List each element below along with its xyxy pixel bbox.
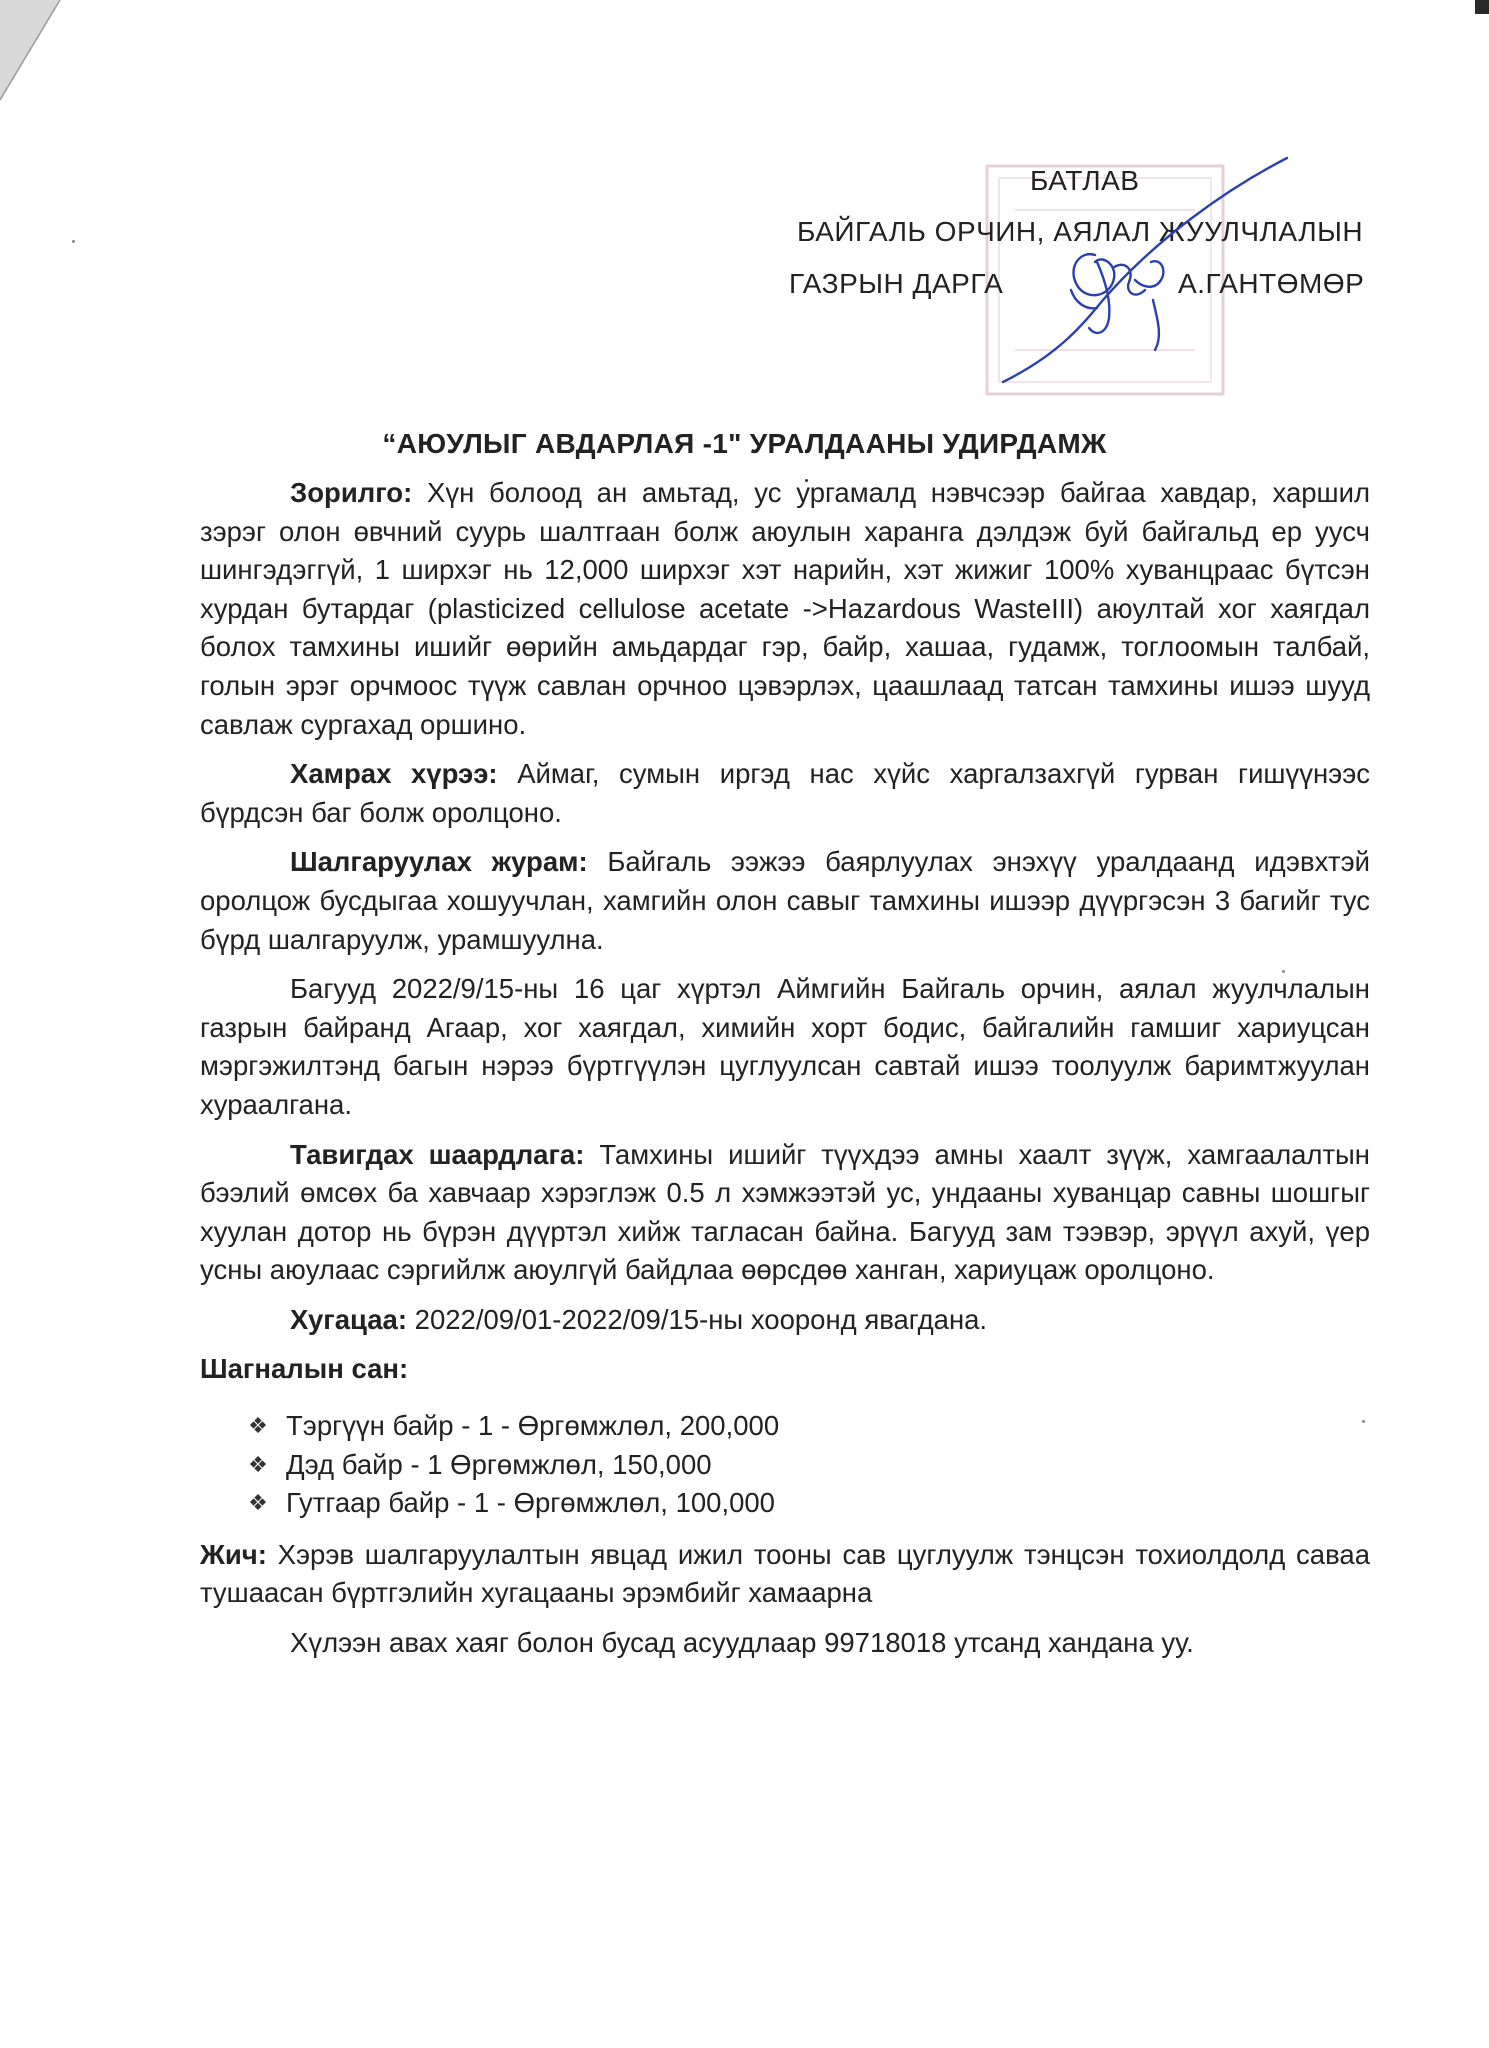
goal-text: Хүн болоод ан амьтад, ус ургамалд нэвчсээр байгаа хавдар, харшил зэрэг олон өвчний суурь шалтгаан болж аюулын харанга дэлдэж буй байгальд ер уусч шингэдэггүй, 1 ширхэг нь 12,000 ширхэг хэт нарийн, хэт жижиг 100% хуванцраас бүтсэн хурдан бутардаг (plasticized cellulose acetate ->Hazardous WasteIII) аюултай хог хаягдал болох тамхины ишийг өөрийн амьдардаг гэр, байр, хашаа, гудамж, тоглоомын талбай, голын эрэг орчмоос түүж савлан орчноо цэвэрлэх, цаашлаад татсан тамхины ишээ шууд савлаж сургахад оршино. xyxy=(200,477,1370,740)
signature-icon xyxy=(985,150,1295,390)
teams-text: Багууд 2022/9/15-ны 16 цаг хүртэл Аймгийн Байгаль орчин, аялал жуулчлалын газрын байранд Агаар, хог хаягдал, химийн хорт бодис, байгалийн гамшиг хариуцсан мэргэжилтэнд багын нэрээ бүртгүүлэн цуглуулсан савтай ишээ тоолуулж баримтжуулан хураалгана. xyxy=(200,973,1370,1120)
prize-item xyxy=(246,1446,1370,1485)
page-corner-fold xyxy=(0,0,70,110)
requirements-text: Тамхины ишийг түүхдээ амны хаалт зүүж, хамгаалалтын бээлий өмсөх ба хавчаар хэрэглэж 0.5 л хэмжээтэй ус, ундааны хуванцар савны шошгыг хуулан дотор нь бүрэн дүүртэл хийж тагласан байна. Багууд зам тээвэр, эрүүл ахуй, үер усны аюулаас сэргийлж аюулгүй байдлаа өөрсдөө ханган, хариуцаж оролцоно. xyxy=(200,1138,1370,1286)
prize-item xyxy=(246,1484,1370,1523)
prize-item-text: Дэд байр - 1 Өргөмжлөл, 150,000 xyxy=(286,1448,712,1480)
prize-list xyxy=(200,1407,1370,1523)
prize-fund-heading: Шагналын сан: xyxy=(200,1353,409,1385)
requirements-label: Тавигдах шаардлага: xyxy=(290,1138,585,1170)
selection-text: Байгаль ээжээ баярлуулах энэхүү уралдаанд идэвхтэй оролцож бусдыгаа хошуучлан, хамгийн олон савыг тамхины ишээр дүүргэсэн 3 багийг тус бүрд шалгаруулж, урамшуулна. xyxy=(200,846,1371,955)
scan-speck xyxy=(72,240,75,243)
document-body xyxy=(200,474,1370,1673)
approval-name: А.ГАНТӨМӨР xyxy=(1178,268,1365,299)
note-label: Жич: xyxy=(200,1538,267,1570)
note-paragraph xyxy=(200,1536,1370,1613)
goal-paragraph xyxy=(200,474,1370,744)
diamond-bullet-icon: ❖ xyxy=(248,1413,268,1439)
selection-paragraph xyxy=(200,843,1370,959)
requirements-paragraph xyxy=(200,1136,1370,1290)
approval-organization: БАЙГАЛЬ ОРЧИН, АЯЛАЛ ЖУУЛЧЛАЛЫН xyxy=(797,216,1364,247)
contact-paragraph xyxy=(200,1624,1370,1663)
duration-label: Хугацаа: xyxy=(290,1303,408,1335)
prize-item-text: Тэргүүн байр - 1 - Өргөмжлөл, 200,000 xyxy=(286,1410,780,1442)
contact-text: Хүлээн авах хаяг болон бусад асуудлаар 99718018 утсанд хандана уу. xyxy=(290,1626,1194,1658)
scope-label: Хамрах хүрээ: xyxy=(290,758,498,790)
scan-edge-mark xyxy=(1475,0,1489,14)
note-text: Хэрэв шалгаруулалтын явцад ижил тооны сав цуглуулж тэнцсэн тохиолдолд саваа тушаасан бүртгэлийн хугацааны эрэмбийг хамаарна xyxy=(200,1538,1370,1609)
prize-item xyxy=(246,1407,1370,1446)
approval-title: БАТЛАВ xyxy=(1030,165,1140,196)
scope-text: Аймаг, сумын иргэд нас хүйс харгалзахгүй гурван гишүүнээс бүрдсэн баг болж оролцоно. xyxy=(200,758,1370,828)
diamond-bullet-icon: ❖ xyxy=(248,1451,268,1477)
teams-paragraph xyxy=(200,970,1370,1124)
goal-label: Зорилго: xyxy=(290,477,413,508)
scope-paragraph xyxy=(200,755,1370,832)
diamond-bullet-icon: ❖ xyxy=(248,1490,268,1516)
prize-item-text: Гутгаар байр - 1 - Өргөмжлөл, 100,000 xyxy=(286,1487,775,1519)
duration-text: 2022/09/01-2022/09/15-ны хооронд явагдана. xyxy=(407,1303,988,1335)
document-title: “АЮУЛЫГ АВДАРЛАЯ -1" УРАЛДААНЫ УДИРДАМЖ xyxy=(382,428,1107,459)
selection-label: Шалгаруулах журам: xyxy=(290,846,588,878)
approval-position: ГАЗРЫН ДАРГА xyxy=(789,268,1004,299)
duration-paragraph xyxy=(200,1301,1370,1340)
